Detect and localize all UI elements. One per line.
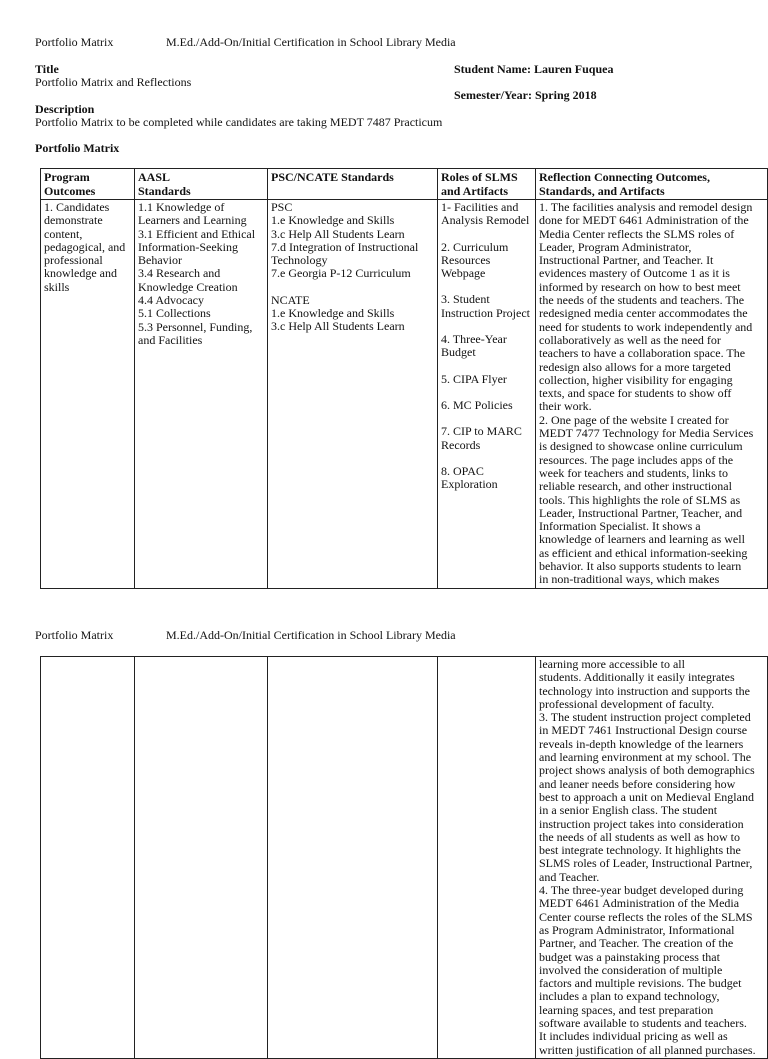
running-header-left-page2: Portfolio Matrix	[35, 628, 114, 642]
col-header-roles: Roles of SLMS and Artifacts	[438, 169, 536, 200]
description-text: Portfolio Matrix to be completed while candidates are taking MEDT 7487 Practicum	[35, 115, 443, 129]
roles-artifacts-cell-continued	[438, 657, 536, 1059]
col-header-aasl-standards: AASL Standards	[135, 169, 268, 200]
table-row	[41, 657, 768, 1059]
roles-artifacts-cell: 1- Facilities and Analysis Remodel 2. Curriculum Resources Webpage 3. Student Instruction Project 4. Three-Year Budget 5. CIPA Flyer 6. MC Policies 7. CIP to MARC Records 8. OPAC Exploration	[438, 200, 536, 589]
portfolio-matrix-table	[40, 168, 768, 589]
col-header-program-outcomes: Program Outcomes	[41, 169, 135, 200]
col-header-reflection: Reflection Connecting Outcomes, Standards, and Artifacts	[536, 169, 768, 200]
psc-ncate-standards-cell: PSC 1.e Knowledge and Skills 3.c Help All Students Learn 7.d Integration of Instructional Technology 7.e Georgia P-12 Curriculum NCATE 1.e Knowledge and Skills 3.c Help All Students Learn	[268, 200, 438, 589]
psc-ncate-standards-cell-continued	[268, 657, 438, 1059]
program-outcomes-cell-continued	[41, 657, 135, 1059]
running-header-right: M.Ed./Add-On/Initial Certification in School Library Media	[166, 35, 456, 49]
semester-year: Semester/Year: Spring 2018	[454, 88, 597, 102]
table-row	[41, 200, 768, 589]
title-text: Portfolio Matrix and Reflections	[35, 75, 192, 89]
title-label: Title	[35, 62, 59, 76]
reflection-cell-continued: learning more accessible to all students. Additionally it easily integrates technology into instruction and supports the professional development of faculty. 3. The student instruction project completed in MEDT 7461 Instructional Design course reveals in-depth knowledge of the learners and learning environment at my school. The project shows analysis of both demographics and leaner needs before considering how best to approach a unit on Medieval England in a senior English class. The student instruction project takes into consideration the needs of all students as well as how to best integrate technology. It highlights the SLMS roles of Leader, Instructional Partner, and Teacher. 4. The three-year budget developed during MEDT 6461 Administration of the Media Center course reflects the roles of the SLMS as Program Administrator, Informational Partner, and Teacher. The creation of the budget was a painstaking process that involved the consideration of multiple factors and multiple revisions. The budget includes a plan to expand technology, learning spaces, and test preparation software available to students and teachers. It includes individual pricing as well as written justification of all planned purchases.	[536, 657, 768, 1059]
portfolio-matrix-table-continued	[40, 656, 768, 1059]
col-header-psc-ncate: PSC/NCATE Standards	[268, 169, 438, 200]
description-label: Description	[35, 102, 95, 116]
table-header-row	[41, 169, 768, 200]
student-name: Student Name: Lauren Fuquea	[454, 62, 614, 76]
aasl-standards-cell: 1.1 Knowledge of Learners and Learning 3.1 Efficient and Ethical Information-Seeking Behavior 3.4 Research and Knowledge Creation 4.4 Advocacy 5.1 Collections 5.3 Personnel, Funding, and Facilities	[135, 200, 268, 589]
running-header-right-page2: M.Ed./Add-On/Initial Certification in School Library Media	[166, 628, 456, 642]
portfolio-matrix-label: Portfolio Matrix	[35, 141, 120, 155]
aasl-standards-cell-continued	[135, 657, 268, 1059]
running-header-left: Portfolio Matrix	[35, 35, 114, 49]
reflection-cell: 1. The facilities analysis and remodel design done for MEDT 6461 Administration of the Media Center reflects the SLMS roles of Leader, Program Administrator, Instructional Partner, and Teacher. It evidences mastery of Outcome 1 as it is informed by research on how to best meet the needs of the students and teachers. The redesigned media center accommodates the need for students to work independently and collaboratively as well as the need for teachers to have a collaboration space. The redesign also allows for a more targeted collection, higher visibility for engaging texts, and space for students to show off their work. 2. One page of the website I created for MEDT 7477 Technology for Media Services is designed to showcase online curriculum resources. The page includes apps of the week for teachers and students, links to reliable research, and other instructional tools. This highlights the role of SLMS as Leader, Instructional Partner, Teacher, and Information Specialist. It shows a knowledge of learners and learning as well as efficient and ethical information-seeking behavior. It also supports students to learn in non-traditional ways, which makes	[536, 200, 768, 589]
program-outcomes-cell: 1. Candidates demonstrate content, pedagogical, and professional knowledge and skills	[41, 200, 135, 589]
